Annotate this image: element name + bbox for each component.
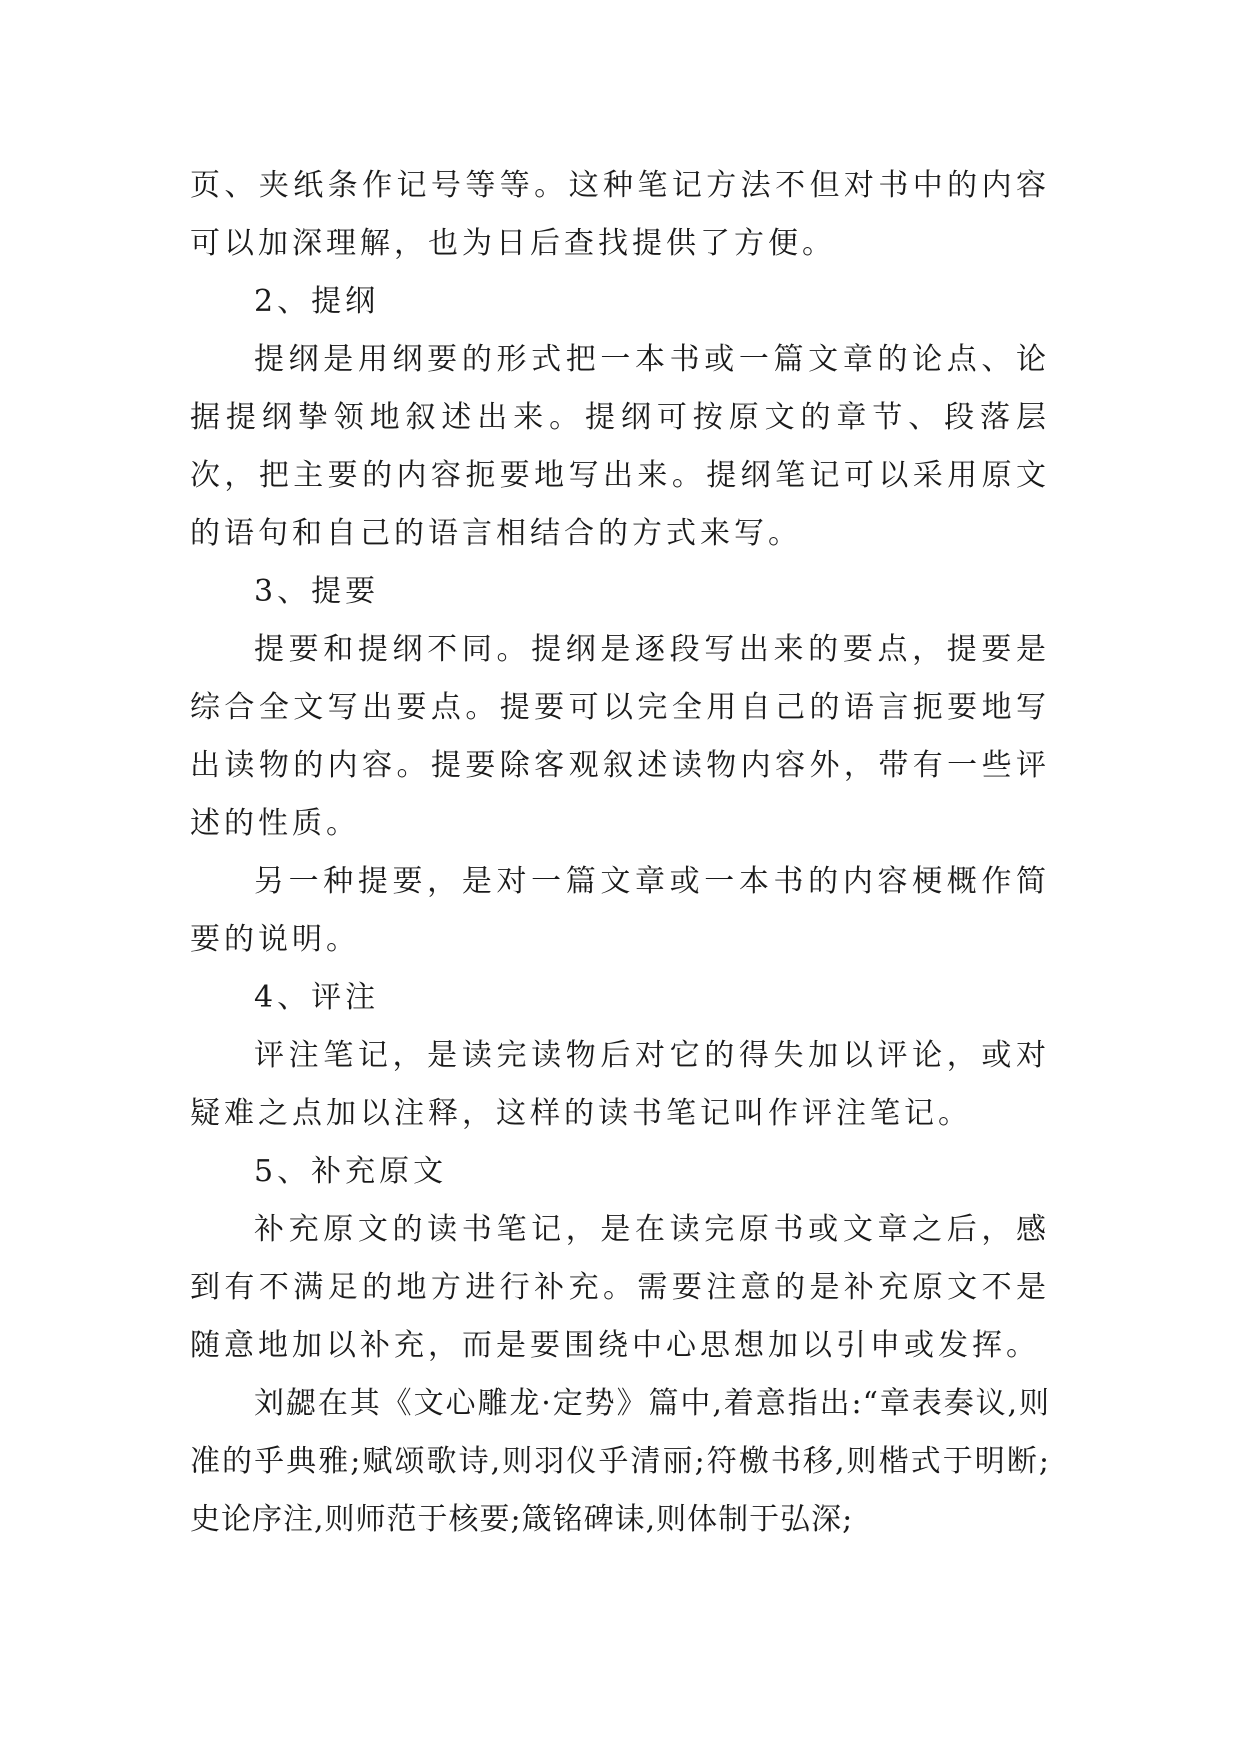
paragraph-continuation: 页、夹纸条作记号等等。这种笔记方法不但对书中的内容可以加深理解，也为日后查找提供了方便。 xyxy=(190,168,1050,261)
section-heading-summary: 3、提要 xyxy=(254,574,380,609)
paragraph-summary-alt: 另一种提要，是对一篇文章或一本书的内容梗概作简要的说明。 xyxy=(190,864,1050,957)
paragraph-supplement: 补充原文的读书笔记，是在读完原书或文章之后，感到有不满足的地方进行补充。需要注意的是补充原文不是随意地加以补充，而是要围绕中心思想加以引申或发挥。 xyxy=(190,1212,1050,1363)
paragraph-summary: 提要和提纲不同。提纲是逐段写出来的要点，提要是综合全文写出要点。提要可以完全用自己的语言扼要地写出读物的内容。提要除客观叙述读物内容外，带有一些评述的性质。 xyxy=(190,632,1050,841)
paragraph-annotation: 评注笔记，是读完读物后对它的得失加以评论，或对疑难之点加以注释，这样的读书笔记叫作评注笔记。 xyxy=(190,1038,1050,1131)
section-heading-outline: 2、提纲 xyxy=(254,284,380,319)
section-heading-annotation: 4、评注 xyxy=(254,980,380,1015)
paragraph-outline: 提纲是用纲要的形式把一本书或一篇文章的论点、论据提纲挚领地叙述出来。提纲可按原文的章节、段落层次，把主要的内容扼要地写出来。提纲笔记可以采用原文的语句和自己的语言相结合的方式来写。 xyxy=(190,342,1050,551)
paragraph-quotation: 刘勰在其《文心雕龙·定势》篇中,着意指出:“章表奏议,则准的乎典雅;赋颂歌诗,则羽仪乎清丽;符檄书移,则楷式于明断;史论序注,则师范于核要;箴铭碑诔,则体制于弘深; xyxy=(190,1386,1050,1537)
document-body xyxy=(190,157,1050,1549)
section-heading-supplement: 5、补充原文 xyxy=(254,1154,448,1189)
